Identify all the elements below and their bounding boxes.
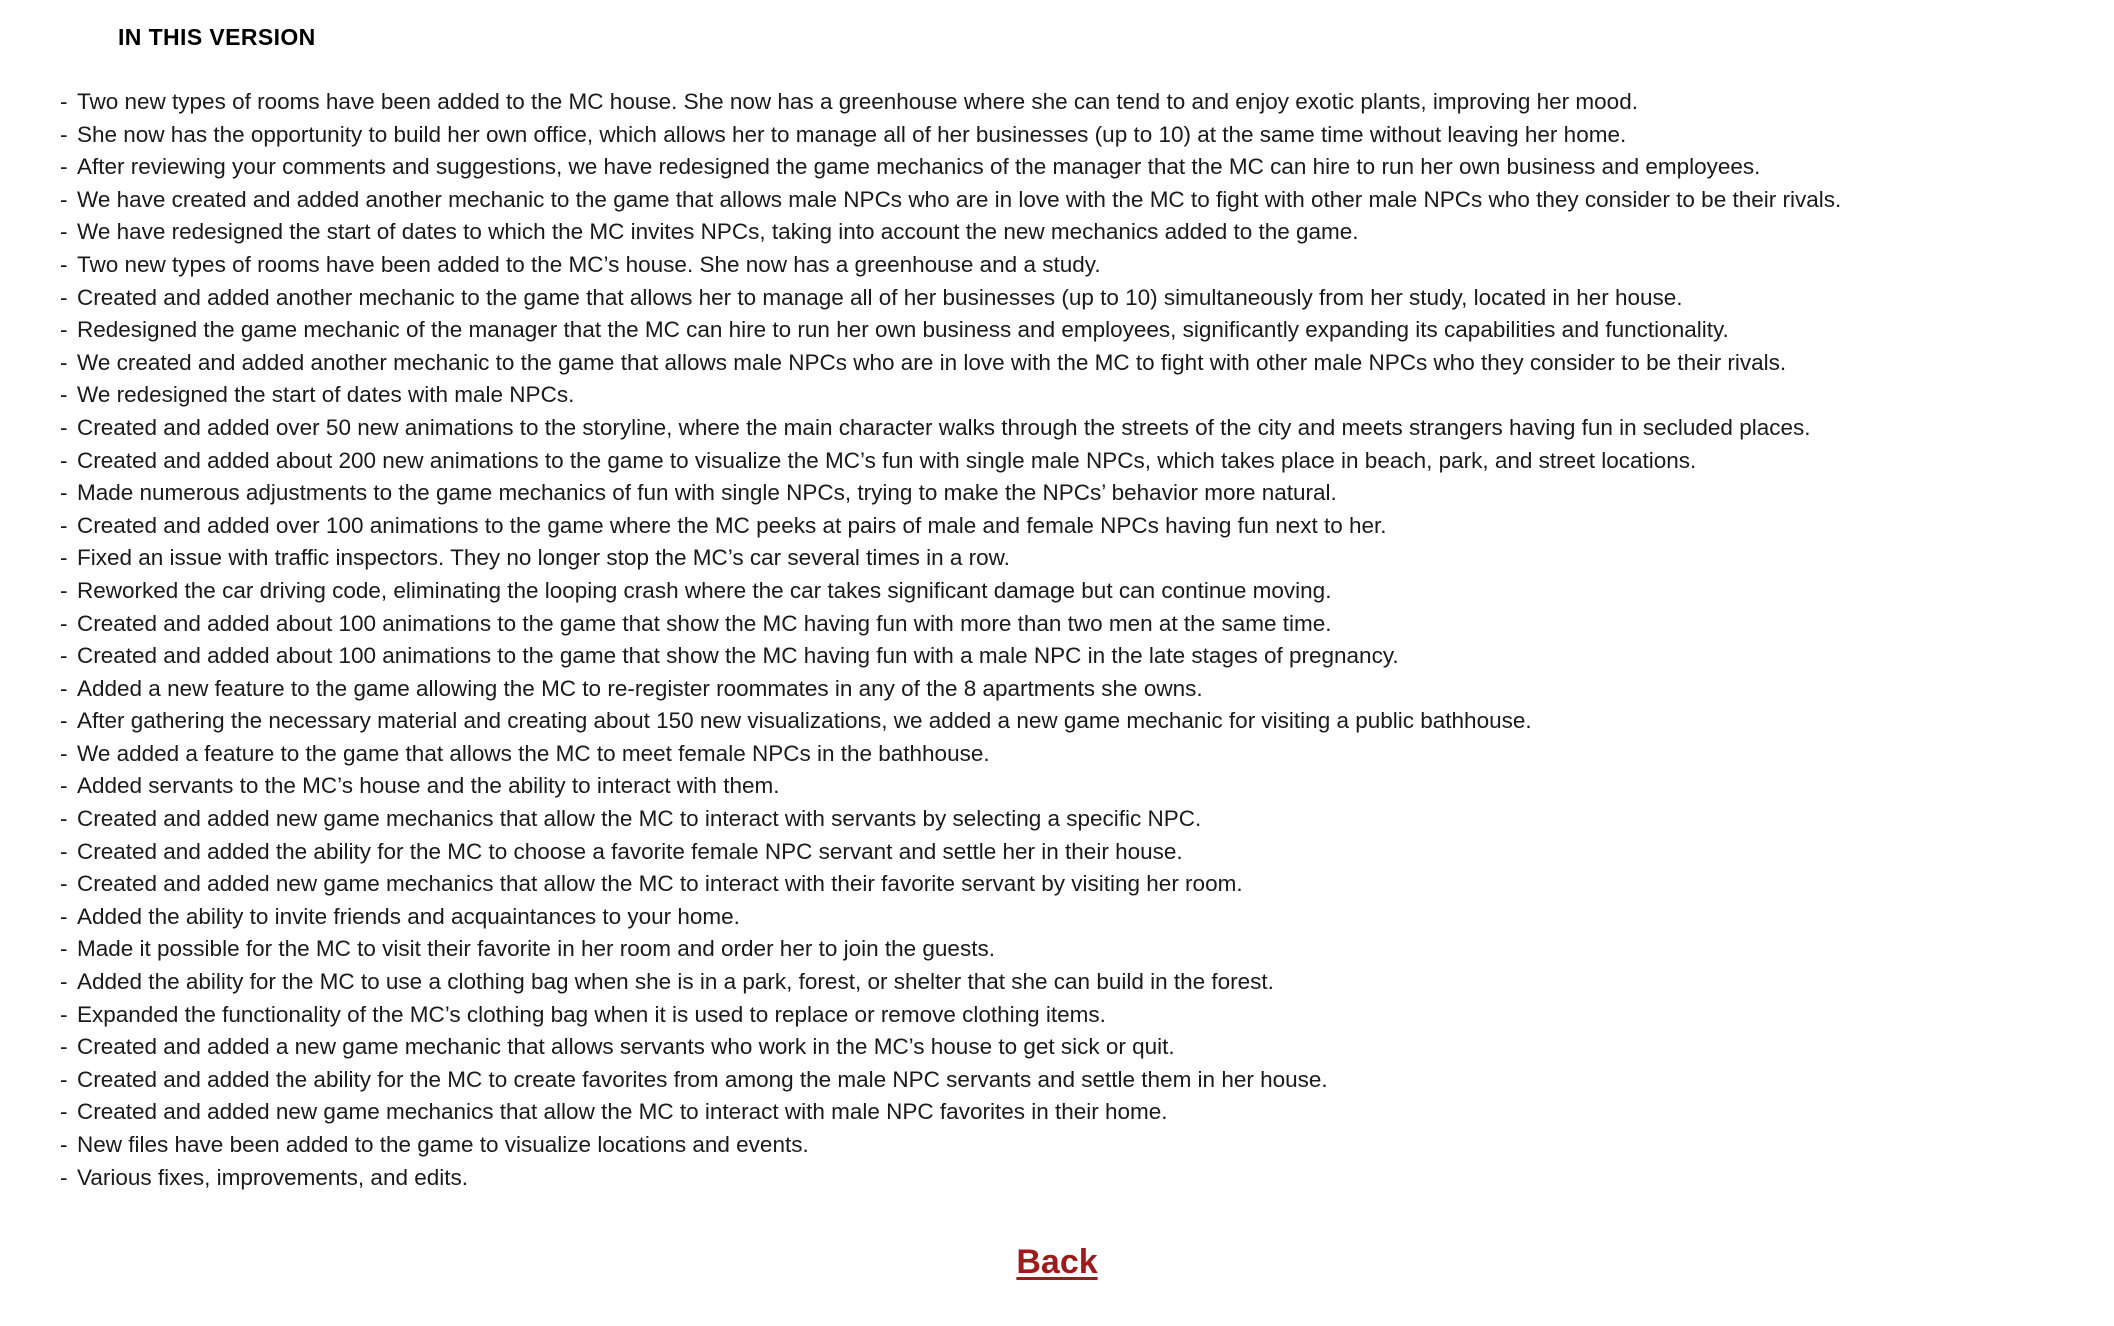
bullet-dash: - [60, 186, 68, 212]
list-item [60, 477, 2060, 510]
bullet-dash: - [60, 512, 68, 538]
list-item-text: Two new types of rooms have been added to the MC house. She now has a greenhouse where she can tend to and enjoy exotic plants, improving her mood. [77, 89, 1638, 114]
list-item [60, 510, 2060, 543]
page-title: IN THIS VERSION [118, 24, 316, 50]
list-item-text: Created and added the ability for the MC to create favorites from among the male NPC servants and settle them in her house. [77, 1066, 1328, 1092]
list-item-text: We created and added another mechanic to the game that allows male NPCs who are in love with the MC to fight with other male NPCs who they consider to be their rivals. [77, 349, 1787, 375]
list-item-text: Made it possible for the MC to visit their favorite in her room and order her to join the guests. [77, 936, 995, 962]
bullet-dash: - [60, 838, 68, 864]
list-item-text: Created and added over 100 animations to the game where the MC peeks at pairs of male and female NPCs having fun next to her. [77, 512, 1387, 538]
list-item-text: Redesigned the game mechanic of the manager that the MC can hire to run her own business and employees, significantly expanding its capabilities and functionality. [77, 317, 1729, 343]
back-link[interactable]: Back [1016, 1243, 1098, 1281]
list-item [60, 868, 2060, 901]
list-item-text: Created and added another mechanic to the game that allows her to manage all of her businesses (up to 10) simultaneously from her study, located in her house. [77, 284, 1683, 310]
bullet-dash: - [60, 545, 68, 571]
bullet-dash: - [60, 251, 68, 277]
bullet-dash: - [60, 447, 68, 473]
list-item [60, 86, 2060, 119]
list-item-text: Created and added new game mechanics that allow the MC to interact with their favorite servant by visiting her room. [77, 871, 1243, 897]
list-item [60, 640, 2060, 673]
list-item [60, 412, 2060, 445]
list-item [60, 379, 2060, 412]
list-item [60, 933, 2060, 966]
list-item-text: We redesigned the start of dates with male NPCs. [77, 382, 575, 408]
bullet-dash: - [60, 773, 68, 799]
list-item-text: We have redesigned the start of dates to which the MC invites NPCs, taking into account the new mechanics added to the game. [77, 219, 1359, 245]
list-item [60, 542, 2060, 575]
list-item-text: Added a new feature to the game allowing the MC to re-register roommates in any of the 8 apartments she owns. [77, 675, 1203, 701]
list-item-text: Various fixes, improvements, and edits. [77, 1164, 469, 1190]
list-item [60, 803, 2060, 836]
bullet-dash: - [60, 577, 68, 603]
list-item [60, 608, 2060, 641]
list-item-text: Reworked the car driving code, eliminating the looping crash where the car takes significant damage but can continue moving. [77, 577, 1332, 603]
bullet-dash: - [60, 643, 68, 669]
bullet-dash: - [60, 1132, 68, 1157]
bullet-dash: - [60, 480, 68, 506]
list-item [60, 1064, 2060, 1097]
list-item [60, 282, 2060, 315]
list-item-text: After gathering the necessary material and creating about 150 new visualizations, we added a new game mechanic for visiting a public bathhouse. [77, 708, 1532, 734]
list-item [60, 836, 2060, 869]
list-item-text: Two new types of rooms have been added to the MC’s house. She now has a greenhouse and a study. [77, 251, 1101, 277]
list-item [60, 738, 2060, 771]
bullet-dash: - [60, 675, 68, 701]
list-item-text: Expanded the functionality of the MC’s clothing bag when it is used to replace or remove clothing items. [77, 1001, 1106, 1027]
changelog-list [60, 86, 2060, 1194]
list-item-text: Created and added about 100 animations to the game that show the MC having fun with a male NPC in the late stages of pregnancy. [77, 643, 1399, 669]
bullet-dash: - [60, 903, 68, 929]
bullet-dash: - [60, 708, 68, 734]
list-item [60, 770, 2060, 803]
list-item-text: New files have been added to the game to visualize locations and events. [77, 1132, 809, 1157]
list-item-text: She now has the opportunity to build her own office, which allows her to manage all of her businesses (up to 10) at the same time without leaving her home. [77, 121, 1627, 147]
bullet-dash: - [60, 871, 68, 897]
list-item-text: Added the ability for the MC to use a clothing bag when she is in a park, forest, or shelter that she can build in the forest. [77, 969, 1274, 995]
list-item-text: Created and added the ability for the MC to choose a favorite female NPC servant and settle her in their house. [77, 838, 1183, 864]
list-item-text: After reviewing your comments and suggestions, we have redesigned the game mechanics of the manager that the MC can hire to run her own business and employees. [77, 154, 1761, 180]
bullet-dash: - [60, 89, 68, 114]
bullet-dash: - [60, 1034, 68, 1060]
list-item [60, 151, 2060, 184]
bullet-dash: - [60, 284, 68, 310]
list-item [60, 575, 2060, 608]
bullet-dash: - [60, 1001, 68, 1027]
list-item-text: Created and added a new game mechanic that allows servants who work in the MC’s house to get sick or quit. [77, 1034, 1175, 1060]
bullet-dash: - [60, 936, 68, 962]
list-item [60, 705, 2060, 738]
bullet-dash: - [60, 317, 68, 343]
bullet-dash: - [60, 740, 68, 766]
bullet-dash: - [60, 610, 68, 636]
list-item [60, 901, 2060, 934]
back-link-container [0, 1243, 2114, 1282]
list-item-text: Created and added about 100 animations to the game that show the MC having fun with more than two men at the same time. [77, 610, 1332, 636]
list-item-text: Created and added over 50 new animations to the storyline, where the main character walks through the streets of the city and meets strangers having fun in secluded places. [77, 414, 1811, 440]
list-item-text: We added a feature to the game that allows the MC to meet female NPCs in the bathhouse. [77, 740, 990, 766]
list-item [60, 673, 2060, 706]
bullet-dash: - [60, 121, 68, 147]
bullet-dash: - [60, 382, 68, 408]
bullet-dash: - [60, 154, 68, 180]
list-item [60, 184, 2060, 217]
list-item [60, 999, 2060, 1032]
list-item-text: Added the ability to invite friends and acquaintances to your home. [77, 903, 740, 929]
list-item [60, 249, 2060, 282]
list-item [60, 966, 2060, 999]
list-item-text: Created and added about 200 new animations to the game to visualize the MC’s fun with single male NPCs, which takes place in beach, park, and street locations. [77, 447, 1697, 473]
list-item [60, 216, 2060, 249]
bullet-dash: - [60, 414, 68, 440]
list-item-text: Made numerous adjustments to the game mechanics of fun with single NPCs, trying to make the NPCs’ behavior more natural. [77, 480, 1337, 506]
bullet-dash: - [60, 806, 68, 832]
list-item-text: We have created and added another mechanic to the game that allows male NPCs who are in love with the MC to fight with other male NPCs who they consider to be their rivals. [77, 186, 1842, 212]
list-item [60, 119, 2060, 152]
bullet-dash: - [60, 349, 68, 375]
list-item [60, 1129, 2060, 1162]
list-item [60, 347, 2060, 380]
list-item [60, 1096, 2060, 1129]
list-item [60, 1162, 2060, 1195]
list-item-text: Fixed an issue with traffic inspectors. They no longer stop the MC’s car several times in a row. [77, 545, 1010, 571]
list-item-text: Created and added new game mechanics that allow the MC to interact with servants by selecting a specific NPC. [77, 806, 1202, 832]
list-item [60, 445, 2060, 478]
bullet-dash: - [60, 1164, 68, 1190]
list-item-text: Created and added new game mechanics that allow the MC to interact with male NPC favorites in their home. [77, 1099, 1168, 1125]
list-item-text: Added servants to the MC’s house and the ability to interact with them. [77, 773, 780, 799]
bullet-dash: - [60, 219, 68, 245]
bullet-dash: - [60, 1066, 68, 1092]
list-item [60, 1031, 2060, 1064]
bullet-dash: - [60, 969, 68, 995]
bullet-dash: - [60, 1099, 68, 1125]
list-item [60, 314, 2060, 347]
